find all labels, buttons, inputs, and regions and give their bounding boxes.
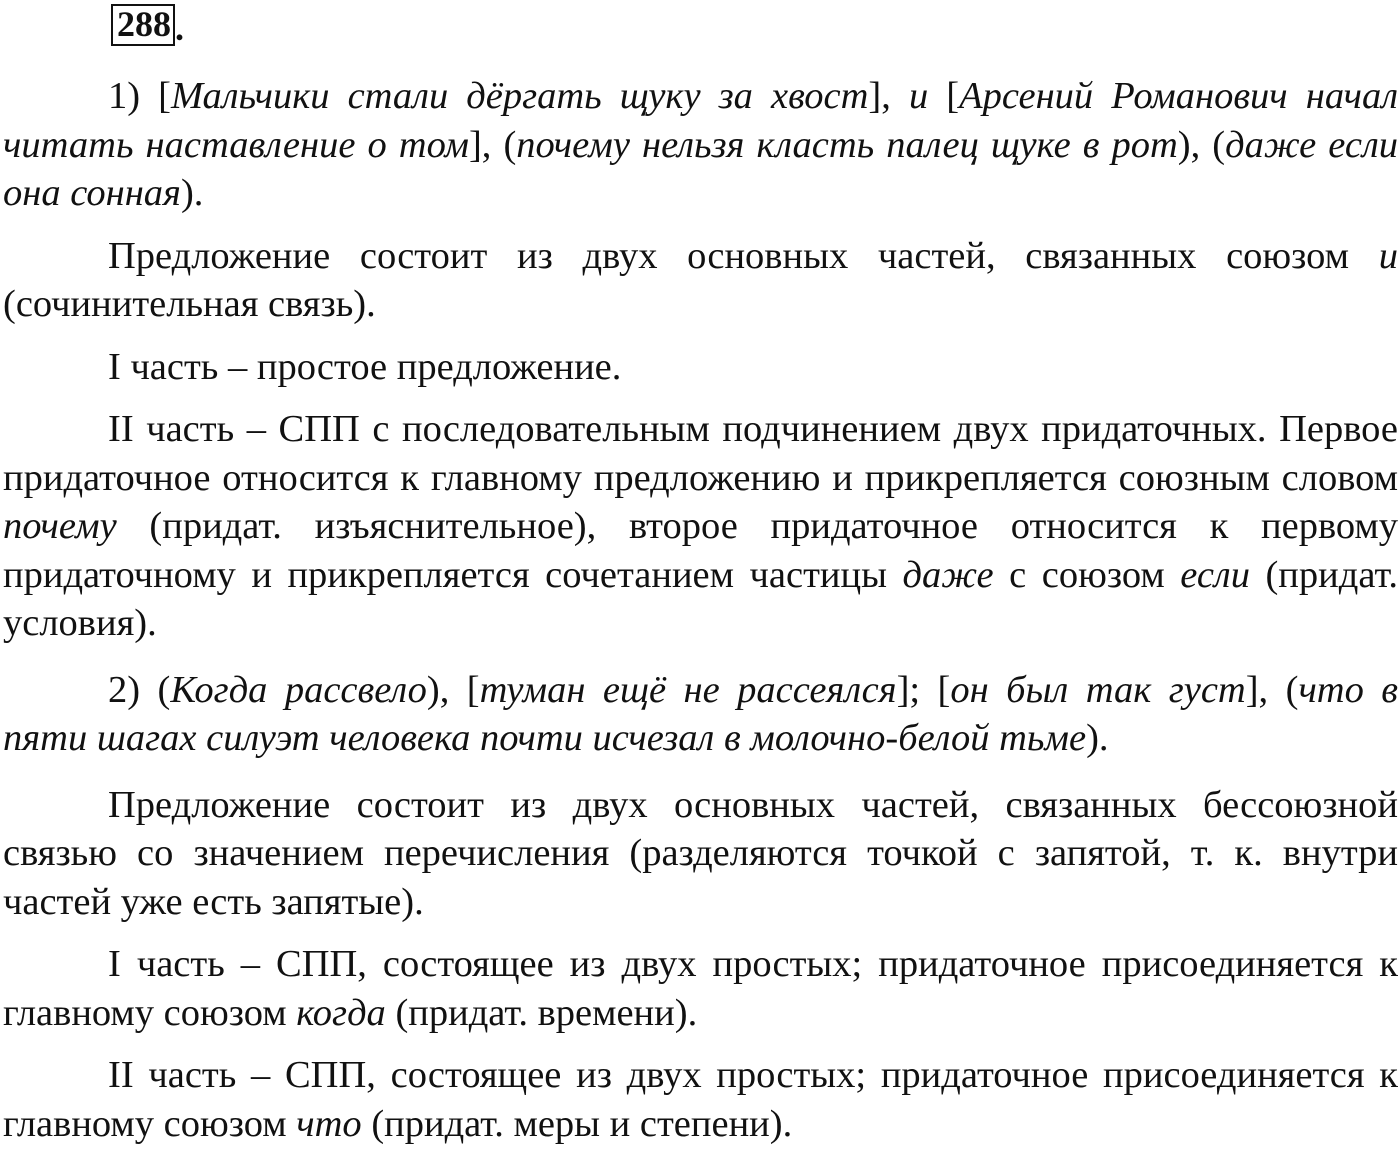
- sentence-2-structure: Предложение состоит из двух основных частей, связанных бессоюзной связью со значением перечисления (разделяются точкой с запятой, т. к. внутри частей уже есть запятые).: [3, 783, 1398, 923]
- text-run: ], (: [468, 123, 517, 166]
- italic-run: туман ещё не рассеялся: [479, 668, 897, 711]
- sentence-1-part-1: I часть – простое предложение.: [108, 345, 622, 388]
- text-run: ), [: [426, 668, 480, 711]
- sentence-1-structure: [3, 232, 1398, 329]
- text-run: 1) [: [108, 75, 171, 117]
- italic-run: и: [908, 75, 929, 117]
- text-run: (придат. изъяснительное), второе придаточное относится к первому придаточному и прикрепляется сочетанием частицы: [3, 505, 1398, 596]
- text-run: ), (: [1177, 123, 1226, 166]
- italic-run: когда: [296, 991, 386, 1034]
- text-run: (придат. условия).: [3, 553, 1399, 644]
- text-run: ).: [1086, 717, 1109, 759]
- text-run: 2) (: [108, 668, 171, 711]
- italic-run: Когда рассвело: [170, 668, 427, 711]
- text-run: [: [928, 75, 960, 117]
- italic-run: если: [1180, 553, 1250, 596]
- text-run: II часть – СПП с последовательным подчинением двух придаточных. Первое придаточное относится к главному предложению и прикрепляется союзным словом: [3, 408, 1398, 499]
- text-run: (придат. меры и степени).: [361, 1102, 793, 1145]
- italic-run: даже: [902, 553, 994, 596]
- text-run: I часть – СПП, состоящее из двух простых; придаточное присоединяется к главному союзом: [3, 943, 1398, 1034]
- text-run: ).: [180, 172, 204, 214]
- italic-run: и: [1378, 234, 1398, 277]
- exercise-text: [3, 72, 1398, 1148]
- italic-run: что: [296, 1102, 362, 1145]
- exercise-number-dot: .: [175, 8, 184, 48]
- italic-run: даже если она сонная: [3, 123, 1398, 214]
- italic-run: что в пяти шагах силуэт человека почти исчезал в молочно-белой тьме: [3, 668, 1398, 759]
- sentence-2-analysis: [3, 666, 1398, 763]
- text-run: ],: [868, 75, 909, 117]
- italic-run: почему: [3, 505, 117, 547]
- exercise-number: [111, 6, 184, 46]
- text-run: (сочинительная связь).: [3, 283, 376, 325]
- text-run: II часть – СПП, состоящее из двух простых; придаточное присоединяется к главному союзом: [3, 1054, 1398, 1145]
- sentence-2-part-1: [3, 940, 1398, 1037]
- italic-run: почему нельзя класть палец щуке в рот: [516, 123, 1178, 166]
- text-run: (придат. времени).: [385, 991, 698, 1034]
- exercise-number-box: 288: [111, 4, 175, 46]
- text-run: с союзом: [993, 553, 1181, 596]
- text-run: ]; [: [896, 668, 951, 711]
- italic-run: Арсений Романович начал читать наставление о том: [3, 75, 1399, 166]
- italic-run: он был так густ: [950, 668, 1246, 711]
- sentence-1-part-2: [3, 405, 1398, 648]
- sentence-1-analysis: [3, 72, 1398, 218]
- text-run: ], (: [1245, 668, 1299, 711]
- sentence-2-part-2: [3, 1051, 1398, 1148]
- text-run: Предложение состоит из двух основных частей, связанных союзом: [108, 234, 1379, 277]
- italic-run: Мальчики стали дёргать щуку за хвост: [170, 75, 869, 117]
